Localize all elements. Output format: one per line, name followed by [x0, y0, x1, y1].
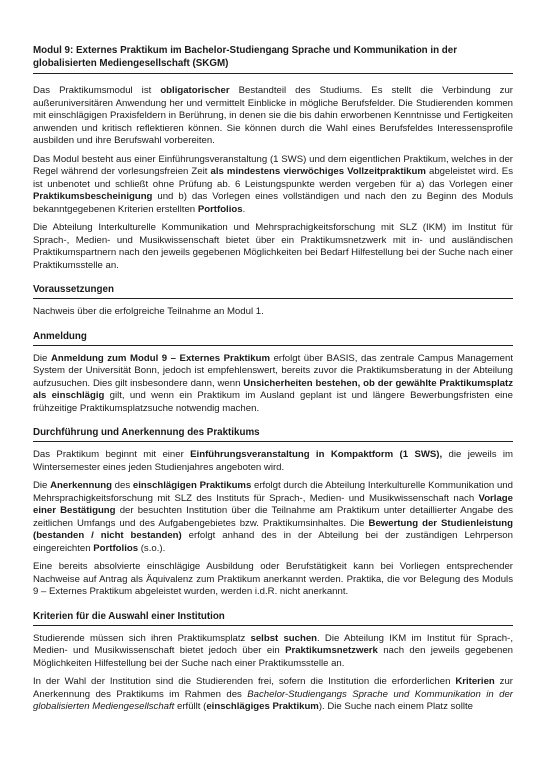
text-run: . Die Abteilung IKM im Institut für Sprach-, Medien- und Musikwissenschaft bietet jedoch über ein	[33, 632, 513, 656]
bold-text: einschlägiges Praktikum	[206, 701, 319, 712]
bold-text: Unsicherheiten bestehen, ob der gewählte Praktikumsplatz als einschlägig	[33, 377, 513, 401]
text-run: Eine bereits absolvierte einschlägige Ausbildung oder Berufstätigkeit kann bei Vorliegen entsprechender Nachweise auf Antrag als Äquivalenz zum Praktikum anerkannt werden. Praktika, die vor Belegung des Moduls 9 – Externes Praktikum abgeleistet wurden, werden i.d.R. nicht anerkannt.	[33, 561, 513, 597]
text-run: erfolgt durch die Abteilung Interkulturelle Kommunikation und Mehrsprachigkeitsforschung mit SLZ des Instituts für Sprach-, Medien- und Musikwissenschaft nach	[33, 480, 513, 504]
paragraph	[33, 353, 513, 416]
italic-text: Bachelor-Studiengangs Sprache und Kommunikation in der globalisierten Mediengesellschaft	[33, 688, 513, 712]
bold-text: Praktikumsnetzwerk	[285, 645, 378, 656]
paragraph	[33, 449, 513, 474]
bold-text: Kriterien	[455, 676, 495, 687]
page-title: Modul 9: Externes Praktikum im Bachelor-Studiengang Sprache und Kommunikation in der globalisierten Mediengesellschaft (SKGM)	[33, 44, 513, 74]
text-run: und b) das Vorlegen eines vollständigen und nach den zu Beginn des Moduls bekanntgegebenen Kriterien erstellten	[33, 191, 513, 215]
text-run: Das Praktikum beginnt mit einer	[33, 449, 191, 460]
paragraph	[33, 154, 513, 217]
text-run: zur Anerkennung des Praktikums im Rahmen des	[33, 676, 514, 700]
text-run: die jeweils im Wintersemester eines jeden Studienjahres angeboten wird.	[33, 449, 513, 473]
bold-text: Portfolios	[197, 203, 243, 215]
paragraph	[33, 480, 513, 555]
paragraph	[33, 85, 513, 148]
text-run: Nachweis über die erfolgreiche Teilnahme an Modul 1.	[33, 306, 264, 317]
text-run: ). Die Suche nach einem Platz sollte	[318, 701, 473, 712]
bold-text: Einführungsveranstaltung in Kompaktform (1 SWS),	[190, 449, 443, 460]
section	[33, 610, 513, 714]
text-run: gilt, und wenn ein Praktikum im Ausland geplant ist und längere Bewerbungsfristen eine frühzeitige Praktikumsplatzsuche notwendig machen.	[33, 390, 513, 414]
intro-section	[33, 85, 513, 272]
section	[33, 330, 513, 416]
section-heading: Durchführung und Anerkennung des Praktikums	[33, 426, 513, 442]
bold-text: Vorlage einer Bestätigung	[33, 492, 513, 516]
text-run: erfüllt (	[174, 701, 207, 712]
text-run: der besuchten Institution über die Teilnahme am Praktikum unter detaillierter Angabe des zeitlichen Umfangs und des Aufgabengebietes bzw. Praktikumsinhaltes. Die	[33, 505, 514, 529]
paragraph	[33, 561, 513, 599]
text-run: Die Abteilung Interkulturelle Kommunikation und Mehrsprachigkeitsforschung mit SLZ (IKM) im Institut für Sprach-, Medien- und Musikwissenschaft bietet über ein Praktikumsnetzwerk mit in- und ausländischen Praktikumspartnern nach den jeweils gegebenen Möglichkeiten bei Bedarf Hilfestellung bei der Suche nach einer Praktikumsstelle an.	[33, 222, 513, 271]
section-heading: Kriterien für die Auswahl einer Institution	[33, 610, 513, 626]
section	[33, 426, 513, 599]
text-run: des	[111, 480, 133, 491]
text-run: abgeleistet wird. Es ist unbenotet und schließt ohne Prüfung ab. 6 Leistungspunkte werden vergeben für a) das Vorlegen einer	[33, 166, 513, 190]
text-run: .	[242, 203, 246, 215]
text-run: (s.o.).	[138, 542, 166, 554]
text-run: Die	[33, 480, 51, 491]
text-run: erfolgt über BASIS, das zentrale Campus Management System der Universität Bonn, jedoch ist empfehlenswert, bereits zuvor die Praktikumsberatung in der Abteilung aufzusuchen. Dies gilt insbesondere dann, wenn	[33, 352, 513, 389]
bold-text: als mindestens vierwöchiges Vollzeitpraktikum	[210, 166, 426, 177]
text-run: Das Praktikumsmodul ist	[33, 85, 161, 96]
paragraph	[33, 633, 513, 671]
section-heading: Voraussetzungen	[33, 283, 513, 299]
text-run: Bestandteil des Studiums. Es stellt die Verbindung zur außeruniversitären Anwendung her und vermittelt Einblicke in mögliche Berufsfelder. Die Studierenden kommen mit einschlägigen Praxisfeldern in Berührung, in denen sie die bis dahin erworbenen Kenntnisse und Fertigkeiten anwenden und kritisch reflektieren können. Sie können durch die Wahl eines Berufsfeldes Interessensprofile ausbilden und ihre Berufswahl vorbereiten.	[33, 85, 514, 146]
bold-text: Anmeldung zum Modul 9 – Externes Praktikum	[50, 352, 271, 364]
text-run: erfolgt anhand des in der Abteilung bei der zuständigen Lehrperson eingereichten	[33, 530, 513, 554]
bold-text: Portfolios	[93, 542, 139, 554]
section-heading: Anmeldung	[33, 330, 513, 346]
text-run: Studierende müssen sich ihren Praktikumsplatz	[33, 632, 251, 644]
section	[33, 283, 513, 319]
bold-text: selbst suchen	[250, 632, 318, 644]
bold-text: Anerkennung	[50, 480, 112, 491]
text-run: Die	[33, 352, 51, 364]
paragraph	[33, 306, 513, 319]
text-run: nach den jeweils gegebenen Möglichkeiten Hilfestellung bei der Suche nach einer Praktikumsstelle an.	[33, 645, 513, 669]
content-sections	[33, 283, 513, 714]
bold-text: Praktikumsbescheinigung	[33, 191, 153, 202]
bold-text: einschlägigen Praktikums	[132, 480, 252, 491]
paragraph	[33, 676, 513, 714]
paragraph	[33, 222, 513, 272]
bold-text: Bewertung der Studienleistung (bestanden / nicht bestanden)	[33, 517, 513, 541]
bold-text: obligatorischer	[160, 85, 230, 96]
text-run: In der Wahl der Institution sind die Studierenden frei, sofern die Institution die erforderlichen	[33, 676, 456, 687]
text-run: Das Modul besteht aus einer Einführungsveranstaltung (1 SWS) und dem eigentlichen Praktikum, welches in der Regel während der vorlesungsfreien Zeit	[33, 153, 513, 177]
